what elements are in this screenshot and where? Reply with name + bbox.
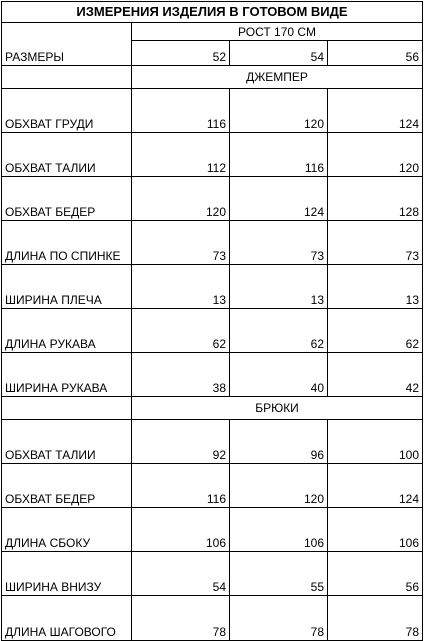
size-value: 54 xyxy=(230,41,328,66)
height-label: РОСТ 170 СМ xyxy=(132,23,423,41)
measurement-value: 106 xyxy=(132,508,230,552)
measurement-value: 116 xyxy=(230,133,328,177)
table-row xyxy=(2,596,423,641)
measurement-value: 13 xyxy=(328,265,423,309)
section-header-row xyxy=(2,66,423,89)
measurement-label: ДЛИНА ШАГОВОГО xyxy=(2,596,132,641)
measurement-value: 42 xyxy=(328,353,423,397)
table-title: ИЗМЕРЕНИЯ ИЗДЕЛИЯ В ГОТОВОМ ВИДЕ xyxy=(2,2,423,23)
measurements-table xyxy=(1,1,423,641)
measurement-value: 56 xyxy=(328,552,423,596)
measurement-value: 116 xyxy=(132,464,230,508)
measurement-value: 112 xyxy=(132,133,230,177)
measurement-value: 120 xyxy=(328,133,423,177)
measurement-value: 128 xyxy=(328,177,423,221)
measurement-label: ДЛИНА СБОКУ xyxy=(2,508,132,552)
measurement-value: 78 xyxy=(328,596,423,641)
measurement-value: 54 xyxy=(132,552,230,596)
measurement-label: ОБХВАТ ТАЛИИ xyxy=(2,420,132,464)
measurement-value: 38 xyxy=(132,353,230,397)
measurement-value: 96 xyxy=(230,420,328,464)
table-row xyxy=(2,508,423,552)
table-row xyxy=(2,552,423,596)
measurement-value: 73 xyxy=(230,221,328,265)
size-value: 52 xyxy=(132,41,230,66)
table-row xyxy=(2,221,423,265)
measurement-value: 124 xyxy=(328,89,423,133)
measurement-value: 73 xyxy=(328,221,423,265)
sizes-label: РАЗМЕРЫ xyxy=(2,23,132,66)
measurement-value: 120 xyxy=(132,177,230,221)
table-row xyxy=(2,133,423,177)
section-header-spacer xyxy=(2,66,132,89)
section-title: БРЮКИ xyxy=(132,397,423,420)
table-row xyxy=(2,353,423,397)
measurement-label: ДЛИНА РУКАВА xyxy=(2,309,132,353)
measurement-value: 116 xyxy=(132,89,230,133)
measurement-value: 55 xyxy=(230,552,328,596)
table-row xyxy=(2,89,423,133)
measurement-value: 106 xyxy=(230,508,328,552)
measurement-value: 62 xyxy=(132,309,230,353)
measurement-value: 78 xyxy=(230,596,328,641)
measurement-value: 120 xyxy=(230,464,328,508)
table-row xyxy=(2,177,423,221)
measurement-value: 13 xyxy=(230,265,328,309)
measurement-label: ОБХВАТ БЕДЕР xyxy=(2,464,132,508)
table-row xyxy=(2,420,423,464)
measurement-label: ДЛИНА ПО СПИНКЕ xyxy=(2,221,132,265)
measurement-label: ОБХВАТ ТАЛИИ xyxy=(2,133,132,177)
measurement-value: 124 xyxy=(230,177,328,221)
measurement-value: 100 xyxy=(328,420,423,464)
measurement-value: 92 xyxy=(132,420,230,464)
table-row xyxy=(2,464,423,508)
measurement-value: 120 xyxy=(230,89,328,133)
title-row xyxy=(2,2,423,23)
measurement-value: 73 xyxy=(132,221,230,265)
table-row xyxy=(2,309,423,353)
measurement-label: ШИРИНА РУКАВА xyxy=(2,353,132,397)
measurement-value: 124 xyxy=(328,464,423,508)
section-header-row xyxy=(2,397,423,420)
measurement-value: 62 xyxy=(328,309,423,353)
measurement-label: ШИРИНА ПЛЕЧА xyxy=(2,265,132,309)
size-value: 56 xyxy=(328,41,423,66)
measurement-value: 106 xyxy=(328,508,423,552)
measurement-label: ШИРИНА ВНИЗУ xyxy=(2,552,132,596)
section-header-spacer xyxy=(2,397,132,420)
measurement-value: 40 xyxy=(230,353,328,397)
section-title: ДЖЕМПЕР xyxy=(132,66,423,89)
measurement-value: 13 xyxy=(132,265,230,309)
measurement-label: ОБХВАТ ГРУДИ xyxy=(2,89,132,133)
height-row xyxy=(2,23,423,41)
measurement-value: 78 xyxy=(132,596,230,641)
table-row xyxy=(2,265,423,309)
measurement-value: 62 xyxy=(230,309,328,353)
measurement-label: ОБХВАТ БЕДЕР xyxy=(2,177,132,221)
